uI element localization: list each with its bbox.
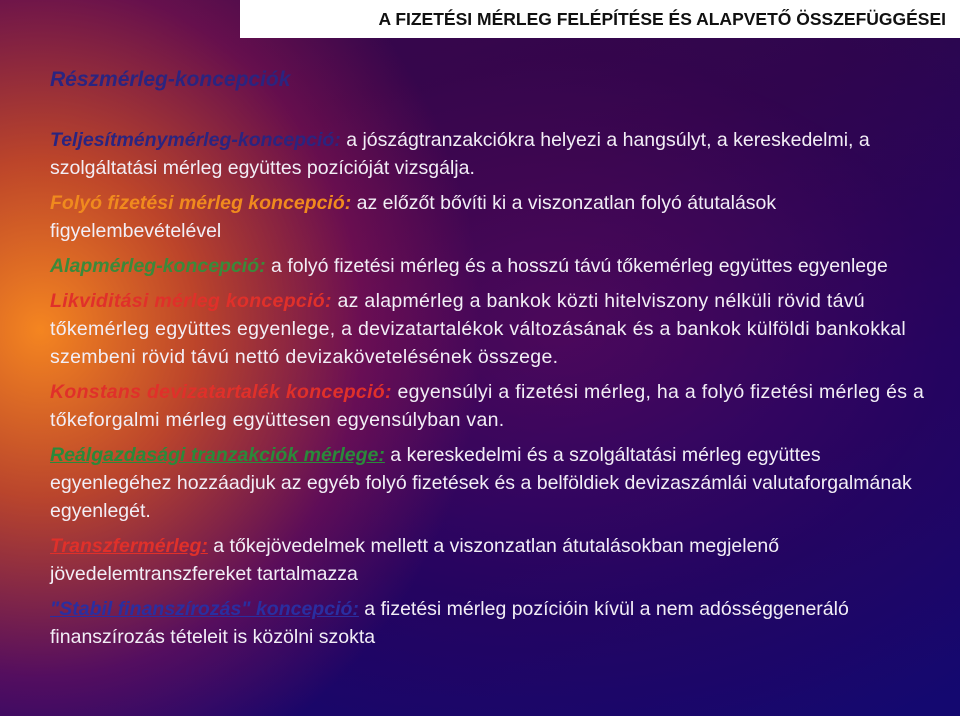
list-item (50, 287, 930, 371)
list-item (50, 252, 930, 280)
description: az alapmérleg a bankok közti hitelviszony nélküli rövid távú tőkemérleg együttes egyenlege, a devizatartalékok változásának és a bankok külföldi bankokkal szembeni rövid távú nettó devizakövetelésének összege. (50, 290, 907, 368)
description: egyensúlyi a fizetési mérleg, ha a folyó fizetési mérleg és a tőkeforgalmi mérleg együttesen egyensúlyban van. (50, 381, 925, 431)
list-item (50, 595, 930, 651)
description: a jószágtranzakciókra helyezi a hangsúlyt, a kereskedelmi, a szolgáltatási mérleg együttes pozícióját vizsgálja. (50, 129, 870, 179)
description: az előzőt bővíti ki a viszonzatlan folyó átutalások figyelembevételével (50, 192, 777, 242)
term-realgazdasagi: Reálgazdasági tranzakciók mérlege: (50, 444, 385, 466)
list-item (50, 126, 930, 182)
list-item (50, 189, 930, 245)
term-folyo-fizetesi: Folyó fizetési mérleg koncepció: (50, 192, 352, 214)
term-alapmerleg: Alapmérleg-koncepció: (50, 255, 266, 277)
section-title: Részmérleg-koncepciók (50, 68, 291, 91)
term-stabil-finanszirozas: "Stabil finanszírozás" koncepció: (50, 598, 359, 620)
title-bar (240, 0, 960, 38)
description: a folyó fizetési mérleg és a hosszú távú tőkemérleg együttes egyenlege (265, 255, 888, 277)
description: a fizetési mérleg pozícióin kívül a nem adósséggeneráló finanszírozás tételeit is közölni szokta (50, 598, 849, 648)
slide-title: A FIZETÉSI MÉRLEG FELÉPÍTÉSE ÉS ALAPVETŐ ÖSSZEFÜGGÉSEI (378, 8, 946, 29)
term-transzfermerleg: Transzfermérleg: (50, 535, 208, 557)
list-item (50, 532, 930, 588)
description: a kereskedelmi és a szolgáltatási mérleg együttes egyenlegéhez hozzáadjuk az egyéb folyó fizetések és a belföldiek devizaszámlái valutaforgalmának egyenlegét. (50, 444, 912, 522)
term-konstans-devizatartalek: Konstans devizatartalék koncepció: (50, 381, 392, 403)
list-item (50, 378, 930, 434)
term-likviditasi: Likviditási mérleg koncepció: (50, 290, 332, 312)
term-teljesitmenymerleg: Teljesítménymérleg-koncepció: (50, 129, 341, 151)
concept-list (50, 126, 930, 658)
list-item (50, 441, 930, 525)
description: a tőkejövedelmek mellett a viszonzatlan átutalásokban megjelenő jövedelemtranszfereket tartalmazza (50, 535, 780, 585)
